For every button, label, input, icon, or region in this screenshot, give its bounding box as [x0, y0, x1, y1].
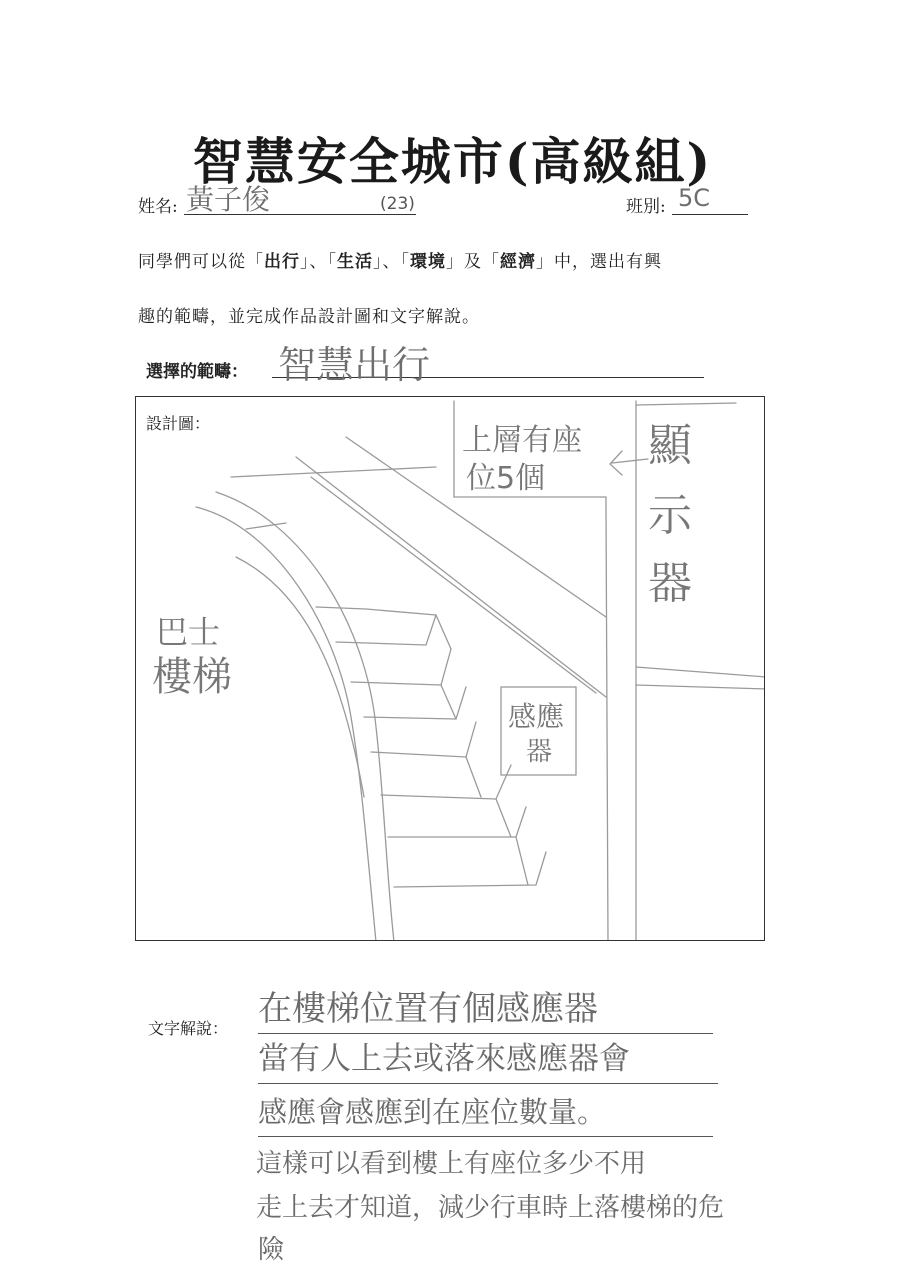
description-line-3: 感應會感應到在座位數量。 — [258, 1088, 713, 1137]
page-title: 智慧安全城市(高級組) — [192, 132, 713, 191]
description-line-1: 在樓梯位置有個感應器 — [258, 985, 713, 1034]
design-label: 設計圖： — [146, 414, 211, 433]
class-label: 班別: — [626, 197, 666, 217]
upper-seats-note-line2: 位5個 — [466, 461, 546, 496]
description-line-6: 險 — [258, 1235, 285, 1265]
display-note-char-1: 顯 — [648, 420, 692, 471]
bus-stairs-note-line1: 巴士 — [156, 613, 221, 651]
instructions-line-1: 同學們可以從「出行」、「生活」、「環境」及「經濟」中，選出有興 — [138, 252, 662, 272]
description-line-2: 當有人上去或落來感應器會 — [258, 1035, 718, 1084]
scope-label: 選擇的範疇： — [146, 362, 248, 382]
display-note-char-2: 示 — [648, 490, 692, 541]
design-drawing-box — [135, 396, 765, 941]
description-line-4: 這樣可以看到樓上有座位多少不用 — [256, 1149, 647, 1179]
name-value: 黃子俊 — [186, 183, 271, 216]
instructions-line-2: 趣的範疇，並完成作品設計圖和文字解說。 — [138, 307, 480, 327]
sensor-note-line1: 感應 — [508, 700, 565, 733]
upper-seats-note-line1: 上層有座 — [462, 423, 582, 458]
display-note-char-3: 器 — [648, 558, 692, 609]
description-label: 文字解說： — [148, 1019, 229, 1038]
seat-number: (23) — [380, 194, 415, 214]
sensor-note-line2: 器 — [526, 737, 553, 767]
bus-stairs-note-line2: 樓梯 — [152, 654, 232, 700]
name-label: 姓名: — [138, 197, 178, 217]
description-line-5: 走上去才知道，減少行車時上落樓梯的危 — [256, 1193, 725, 1223]
class-value: 5C — [678, 184, 711, 212]
scope-value: 智慧出行 — [278, 343, 431, 387]
